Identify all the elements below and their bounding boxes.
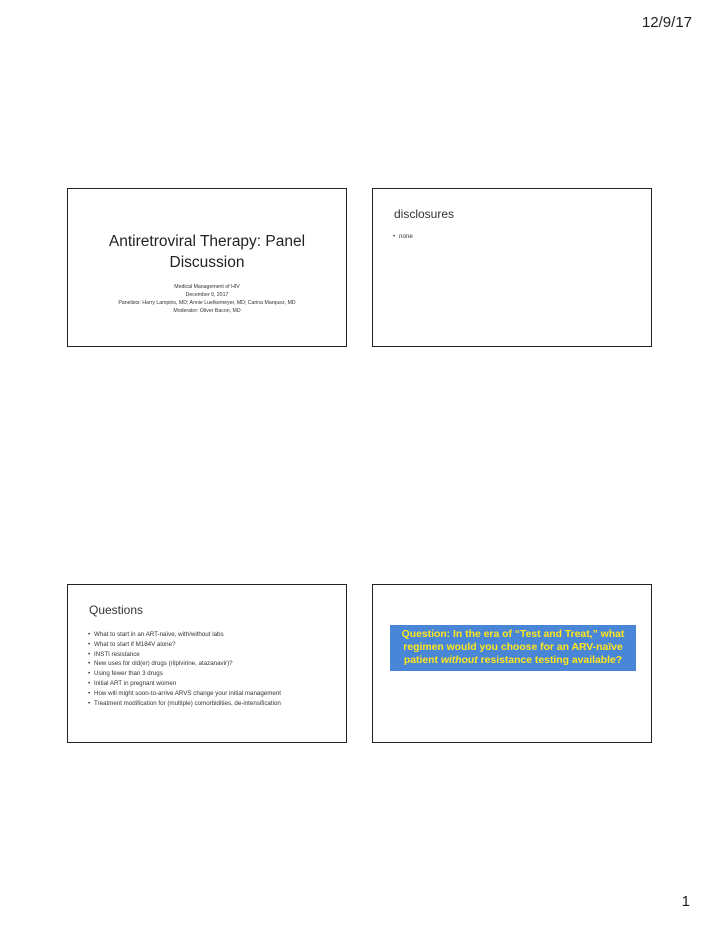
bullet-item: • Treatment modification for (multiple) comorbidities, de-intensification xyxy=(88,699,336,709)
slide3-bullet-list xyxy=(88,630,336,708)
bullet-item: • Using fewer than 3 drugs xyxy=(88,669,336,679)
slide3-title: Questions xyxy=(89,603,144,617)
slide-questions xyxy=(67,584,347,743)
bullet-item: • INSTI resistance xyxy=(88,650,336,660)
bullet-item: • What to start if M184V alone? xyxy=(88,640,336,650)
slide2-bullet-list xyxy=(393,232,413,242)
slide-disclosures xyxy=(372,188,652,347)
question-text-start: Question: In the era of “Test and Treat,” what regimen would you choose for an ARV-naïve patient xyxy=(401,629,625,666)
page-date: 12/9/17 xyxy=(641,14,692,31)
bullet-item: • What to start in an ART-naïve, with/without labs xyxy=(88,630,336,640)
slide1-panelists: Panelists: Harry Lampiris, MD; Annie Luetkemeyer, MD; Carina Marquez, MD xyxy=(118,300,296,306)
bullet-item: • none xyxy=(393,232,413,242)
slide1-title: Antiretroviral Therapy: Panel Discussion xyxy=(108,233,306,271)
question-emphasis: without xyxy=(440,655,478,666)
question-text-end: resistance testing available? xyxy=(477,655,623,666)
slide1-date: December 9, 2017 xyxy=(185,292,229,298)
slide1-course: Medical Management of HIV xyxy=(174,284,240,290)
slide1-moderator: Moderator: Oliver Bacon, MD xyxy=(173,308,241,314)
bullet-item: • How will might soon-to-arrive ARVS change your initial management xyxy=(88,689,336,699)
bullet-item: • New uses for old(er) drugs (rilpivirine, atazanavir)? xyxy=(88,659,336,669)
slide-question-callout xyxy=(372,584,652,743)
slide2-title: disclosures xyxy=(394,207,455,221)
bullet-item: • Initial ART in pregnant women xyxy=(88,679,336,689)
question-callout xyxy=(390,625,636,671)
slide-title-slide xyxy=(67,188,347,347)
page-number: 1 xyxy=(681,893,690,910)
